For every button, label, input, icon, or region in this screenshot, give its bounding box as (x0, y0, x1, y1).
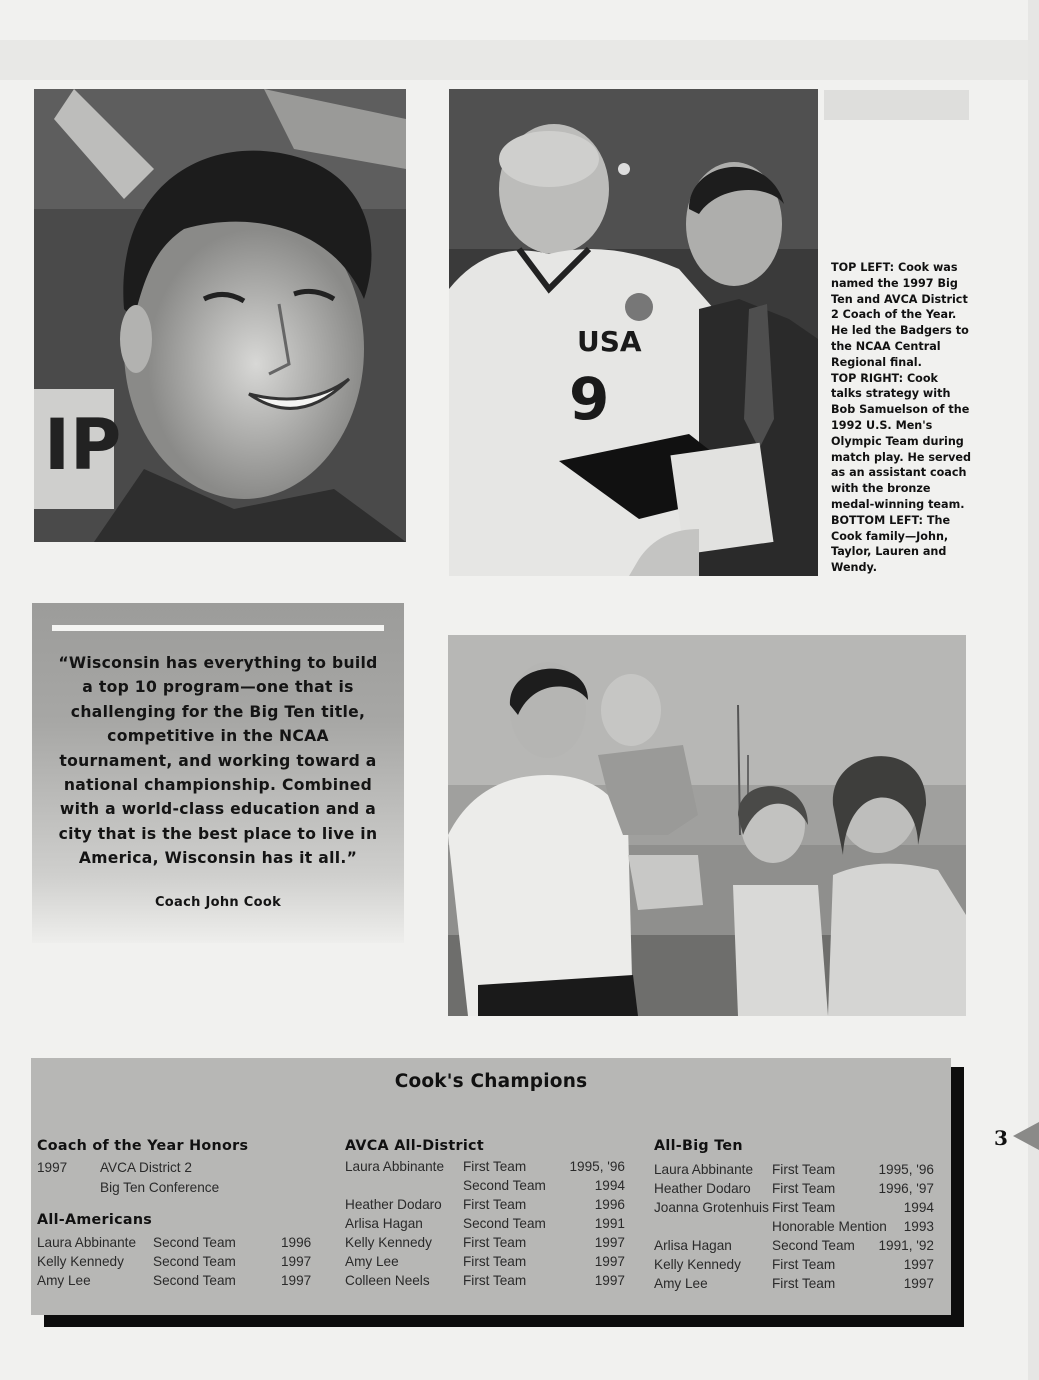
row-year: 1995, '96 (878, 1162, 934, 1177)
row-team: First Team (772, 1181, 836, 1196)
row-team: First Team (463, 1254, 527, 1269)
coach-of-year-heading: Coach of the Year Honors (37, 1138, 249, 1154)
coy-line2: Big Ten Conference (100, 1180, 220, 1195)
coy-line1: AVCA District 2 (100, 1160, 192, 1175)
row-name: Heather Dodaro (654, 1181, 751, 1196)
aa-year: 1997 (281, 1273, 312, 1288)
aa-name: Amy Lee (37, 1273, 91, 1288)
aa-team: Second Team (153, 1254, 236, 1269)
quote-box (32, 603, 404, 943)
big-ten-heading: All-Big Ten (654, 1138, 743, 1154)
row-year: 1997 (594, 1235, 625, 1250)
aa-name: Laura Abbinante (37, 1235, 137, 1250)
row-team: First Team (772, 1162, 836, 1177)
row-name: Arlisa Hagan (654, 1238, 732, 1253)
row-team: First Team (772, 1257, 836, 1272)
page-tab-arrow-icon (1013, 1122, 1039, 1150)
aa-name: Kelly Kennedy (37, 1254, 124, 1269)
all-americans-heading: All-Americans (37, 1212, 153, 1228)
row-year: 1997 (594, 1273, 625, 1288)
champions-title: Cook's Champions (394, 1071, 588, 1092)
row-year: 1996 (594, 1197, 625, 1212)
jersey-lettering: USA (577, 325, 642, 358)
row-team: First Team (772, 1276, 836, 1291)
row-team: Second Team (463, 1216, 546, 1231)
row-name: Amy Lee (345, 1254, 399, 1269)
row-name: Heather Dodaro (345, 1197, 442, 1212)
caption-bottom-left: BOTTOM LEFT: The Cook family—John, Taylor, Lauren and Wendy. (831, 513, 951, 575)
svg-text:IP: IP (44, 404, 122, 486)
page-number: 3 (994, 1126, 1008, 1150)
aa-year: 1996 (281, 1235, 312, 1250)
row-year: 1995, '96 (569, 1159, 625, 1174)
row-year: 1997 (594, 1254, 625, 1269)
coach-with-player-photo (449, 89, 818, 576)
jersey-number: 9 (569, 365, 610, 433)
row-year: 1991 (594, 1216, 625, 1231)
row-team: First Team (463, 1159, 527, 1174)
row-year: 1993 (903, 1219, 934, 1234)
caption-top-right: TOP RIGHT: Cook talks strategy with Bob Samuelson of the 1992 U.S. Men's Olympic Team during match play. He served as an assistant coach with the bronze medal-winning team. (831, 371, 972, 511)
avca-heading: AVCA All-District (345, 1138, 484, 1154)
row-year: 1994 (903, 1200, 934, 1215)
row-year: 1991, '92 (878, 1238, 934, 1253)
row-name: Colleen Neels (345, 1273, 430, 1288)
quote-divider (52, 625, 384, 631)
row-name: Kelly Kennedy (345, 1235, 432, 1250)
quote-author: Coach John Cook (154, 895, 282, 910)
row-team: First Team (772, 1200, 836, 1215)
row-team: Honorable Mention (772, 1219, 887, 1234)
row-year: 1997 (903, 1257, 934, 1272)
row-team: First Team (463, 1273, 527, 1288)
aa-year: 1997 (281, 1254, 312, 1269)
photo-captions (831, 260, 971, 576)
row-team: First Team (463, 1235, 527, 1250)
row-name: Laura Abbinante (654, 1162, 754, 1177)
coach-portrait-photo (34, 89, 406, 542)
quote-text: “Wisconsin has everything to build a top 10 program—one that is challenging for the Big Ten title, competitive in the NCAA tournament, and working toward a national championship. Combined with a world-class education and a city that is the best place to live in America, Wisconsin has it all.” (58, 654, 378, 868)
coy-year: 1997 (37, 1160, 68, 1175)
row-name: Arlisa Hagan (345, 1216, 423, 1231)
caption-top-left: TOP LEFT: Cook was named the 1997 Big Ten and AVCA District 2 Coach of the Year. He led the Badgers to the NCAA Central Regional final. (831, 261, 969, 369)
row-year: 1997 (903, 1276, 934, 1291)
aa-team: Second Team (153, 1273, 236, 1288)
family-photo (448, 635, 966, 1016)
champions-box (31, 1058, 951, 1315)
row-team: Second Team (463, 1178, 546, 1193)
row-team: First Team (463, 1197, 527, 1212)
row-name: Kelly Kennedy (654, 1257, 741, 1272)
aa-team: Second Team (153, 1235, 236, 1250)
row-team: Second Team (772, 1238, 855, 1253)
row-name: Amy Lee (654, 1276, 708, 1291)
row-name: Joanna Grotenhuis (654, 1200, 769, 1215)
row-year: 1996, '97 (878, 1181, 934, 1196)
row-name: Laura Abbinante (345, 1159, 445, 1174)
row-year: 1994 (594, 1178, 625, 1193)
